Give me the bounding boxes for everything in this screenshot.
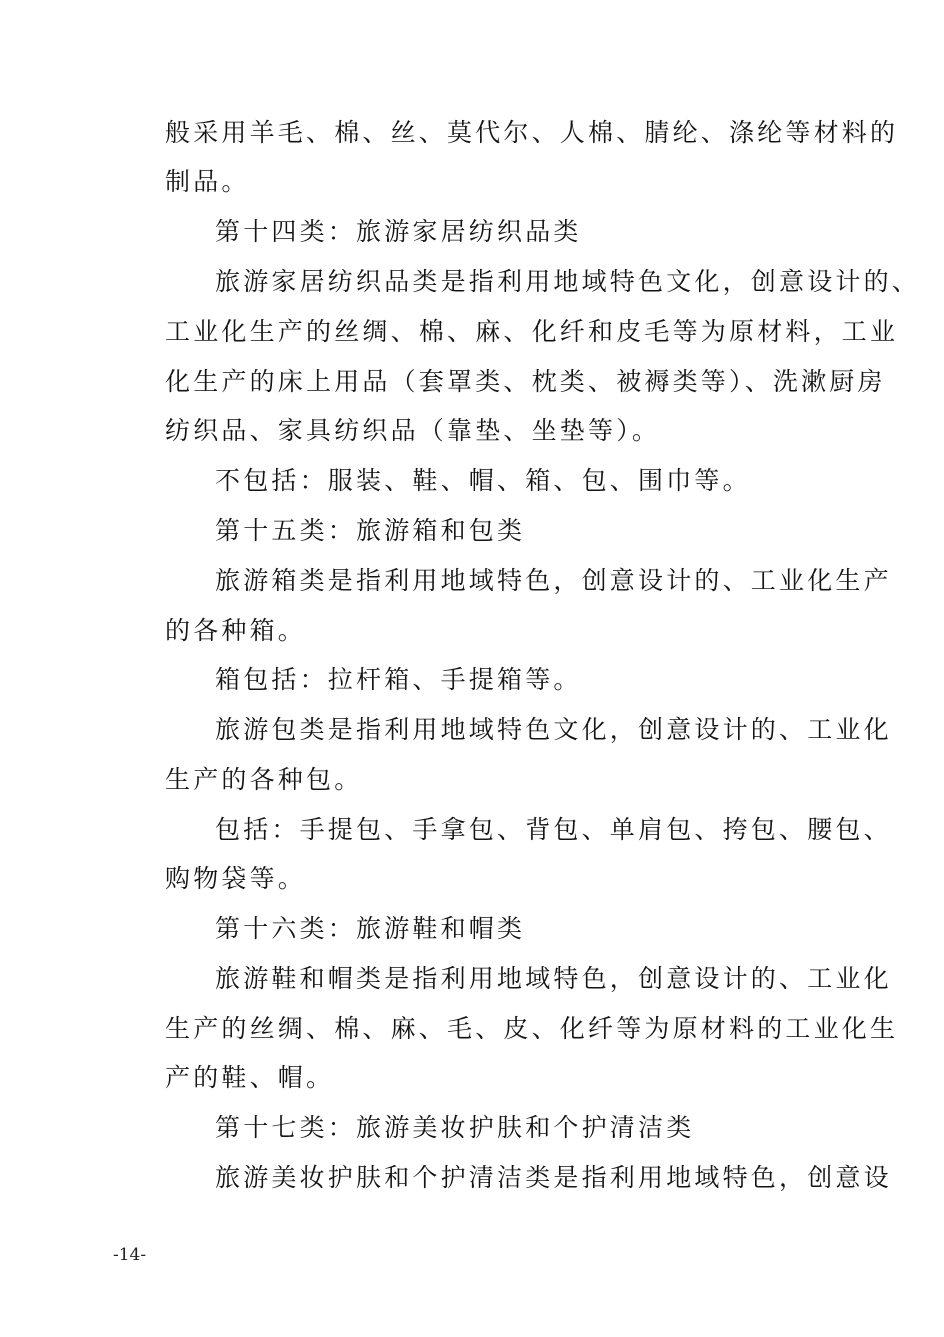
body-text-line: 旅游鞋和帽类是指利用地域特色，创意设计的、工业化 <box>215 964 892 993</box>
section-heading-17: 第十七类：旅游美妆护肤和个护清洁类 <box>215 1113 695 1142</box>
body-text-line: 产的鞋、帽。 <box>165 1063 335 1092</box>
body-text-line: 生产的各种包。 <box>165 765 363 794</box>
inclusion-note: 包括：手提包、手拿包、背包、单肩包、挎包、腰包、 <box>215 815 892 844</box>
inclusion-note: 箱包括：拉杆箱、手提箱等。 <box>215 665 582 694</box>
body-text-line: 生产的丝绸、棉、麻、毛、皮、化纤等为原材料的工业化生 <box>165 1014 899 1043</box>
body-text-line: 制品。 <box>165 167 250 196</box>
body-text-line: 旅游美妆护肤和个护清洁类是指利用地域特色，创意设 <box>215 1163 892 1192</box>
body-text-line: 化生产的床上用品（套罩类、枕类、被褥类等）、洗漱厨房 <box>165 367 886 396</box>
section-heading-16: 第十六类：旅游鞋和帽类 <box>215 914 526 943</box>
body-text-line: 购物袋等。 <box>165 864 307 893</box>
body-text-line: 工业化生产的丝绸、棉、麻、化纤和皮毛等为原材料，工业 <box>165 317 899 346</box>
exclusion-note: 不包括：服装、鞋、帽、箱、包、围巾等。 <box>215 466 751 495</box>
section-heading-14: 第十四类：旅游家居纺织品类 <box>215 217 582 246</box>
body-text-line: 旅游箱类是指利用地域特色，创意设计的、工业化生产 <box>215 566 892 595</box>
body-text-line: 纺织品、家具纺织品（靠垫、坐垫等）。 <box>165 416 661 445</box>
section-heading-15: 第十五类：旅游箱和包类 <box>215 516 526 545</box>
body-text-line: 旅游家居纺织品类是指利用地域特色文化，创意设计的、 <box>215 267 921 296</box>
body-text-line: 旅游包类是指利用地域特色文化，创意设计的、工业化 <box>215 715 892 744</box>
body-text-line: 般采用羊毛、棉、丝、莫代尔、人棉、腈纶、涤纶等材料的 <box>165 118 899 147</box>
body-text-line: 的各种箱。 <box>165 616 307 645</box>
page-number: -14- <box>113 1245 147 1265</box>
